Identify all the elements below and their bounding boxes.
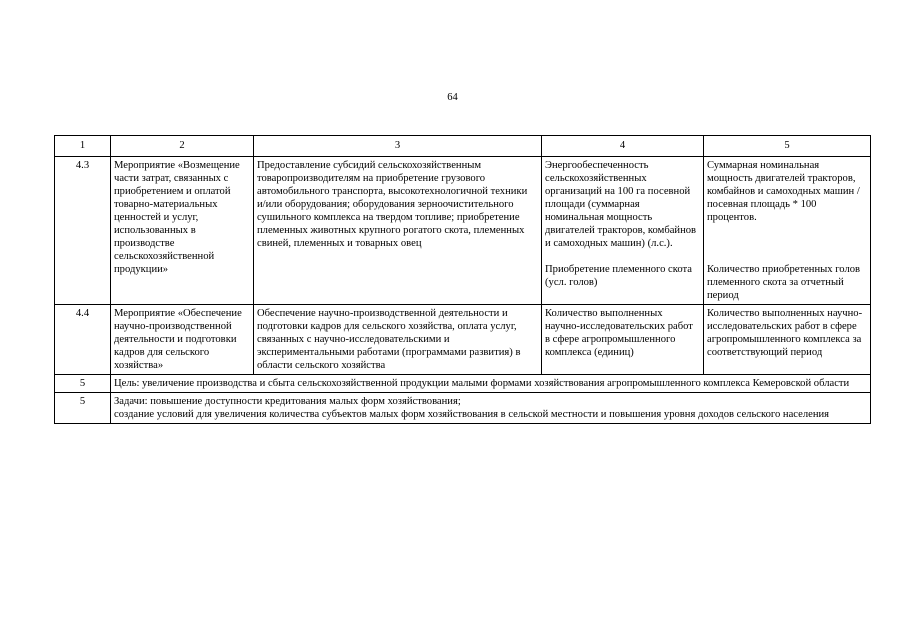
header-cell-5: 5 (704, 136, 871, 157)
row-number: 5 (55, 375, 111, 393)
row-number: 5 (55, 393, 111, 424)
formula-research: Количество выполненных научно-исследовательских работ в сфере агропромышленного комплекса за соответствующий период (704, 305, 871, 375)
indicators-table (54, 135, 871, 424)
table-header-row (55, 136, 871, 157)
tasks-cell (111, 393, 871, 424)
indicator-cell (542, 157, 704, 305)
header-cell-3: 3 (254, 136, 542, 157)
table-row-4-3 (55, 157, 871, 305)
header-cell-1: 1 (55, 136, 111, 157)
page-number: 64 (447, 92, 458, 103)
formula-cell (704, 157, 871, 305)
task-line-2: создание условий для увеличения количества субъектов малых форм хозяйствования в сельской местности и повышения уровня доходов сельского населения (114, 409, 830, 420)
header-cell-4: 4 (542, 136, 704, 157)
indicator-research: Количество выполненных научно-исследовательских работ в сфере агропромышленного комплекса (единиц) (542, 305, 704, 375)
indicator-livestock: Приобретение племенного скота (усл. голов) (545, 264, 692, 288)
row-number: 4.3 (55, 157, 111, 305)
formula-livestock: Количество приобретенных голов племенного скота за отчетный период (707, 264, 861, 301)
event-description: Предоставление субсидий сельскохозяйственным товаропроизводителям на приобретение грузового автомобильного транспорта, высокотехнологичной техники и/или оборудования; оборудования зерноочистительного сушильного комплекса на твердом топливе; приобретение племенных животных крупного рогатого скота, племенных свиней, племенных и товарных овец (254, 157, 542, 305)
header-cell-2: 2 (111, 136, 254, 157)
event-name: Мероприятие «Обеспечение научно-производственной деятельности и подготовки кадров для сельского хозяйства» (111, 305, 254, 375)
table-row-4-4 (55, 305, 871, 375)
event-description: Обеспечение научно-производственной деятельности и подготовки кадров для сельского хозяйства, оплата услуг, связанных с научно-исследовательскими и экспериментальными работами (программами развития) в области сельского хозяйства (254, 305, 542, 375)
task-line-1: Задачи: повышение доступности кредитования малых форм хозяйствования; (114, 396, 461, 407)
goal-text: Цель: увеличение производства и сбыта сельскохозяйственной продукции малыми формами хозяйствования агропромышленного комплекса Кемеровской области (111, 375, 871, 393)
table-row-tasks (55, 393, 871, 424)
table-row-goal (55, 375, 871, 393)
row-number: 4.4 (55, 305, 111, 375)
indicator-energy: Энергообеспеченность сельскохозяйственных организаций на 100 га посевной площади (суммарная номинальная мощность двигателей тракторов, комбайнов и самоходных машин) (л.с.). (545, 160, 697, 249)
formula-energy: Суммарная номинальная мощность двигателей тракторов, комбайнов и самоходных машин / посевная площадь * 100 процентов. (707, 160, 860, 223)
event-name: Мероприятие «Возмещение части затрат, связанных с приобретением и оплатой товарно-материальных ценностей и услуг, использованных в производстве сельскохозяйственной продукции» (111, 157, 254, 305)
